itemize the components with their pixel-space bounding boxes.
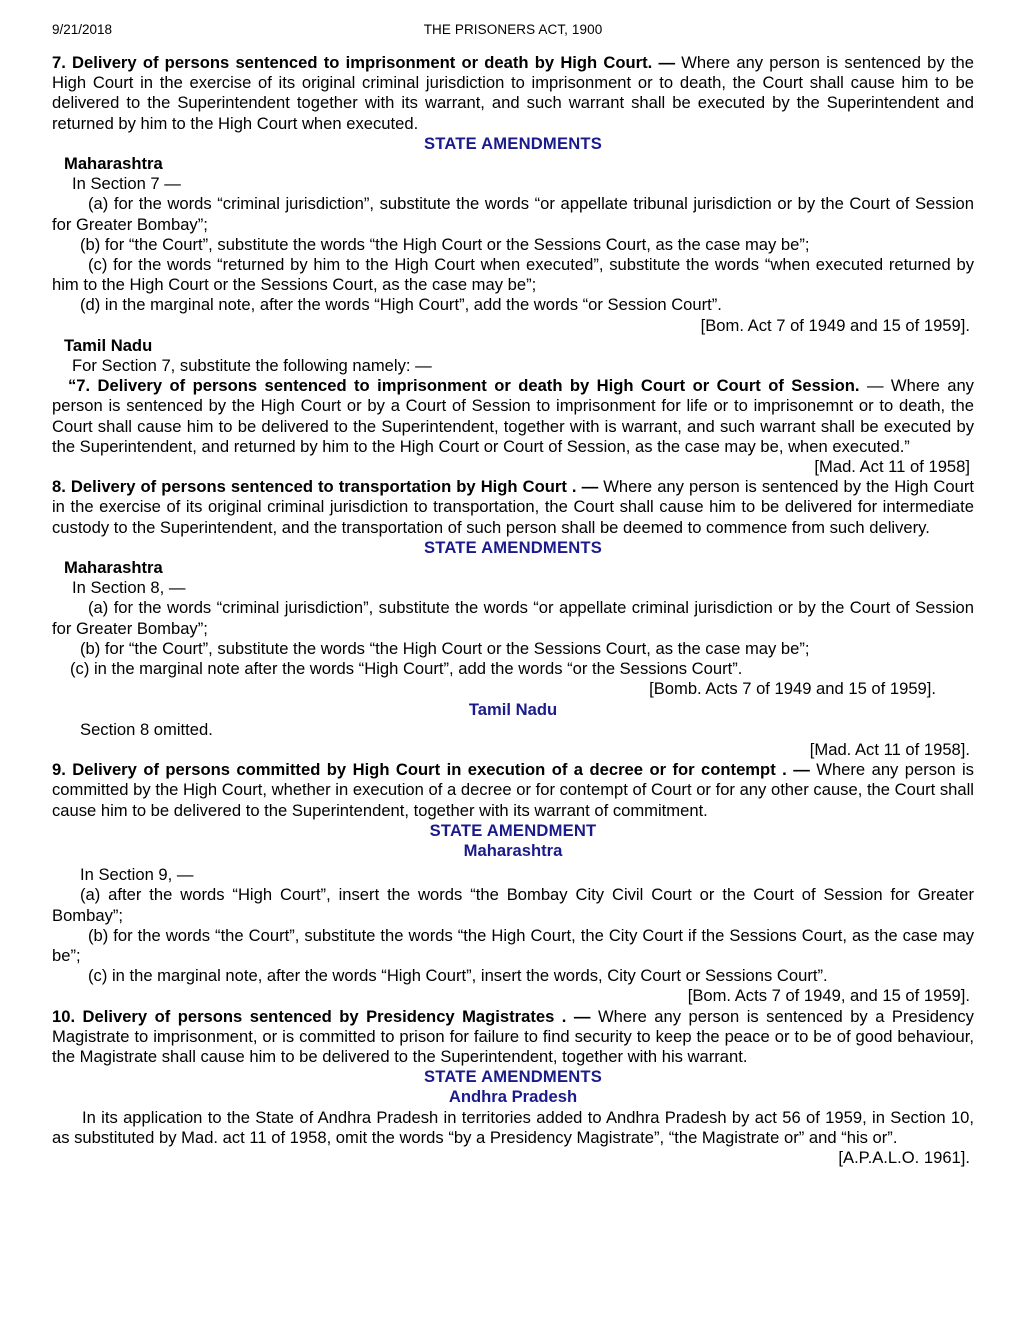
section-10-title: 10. Delivery of persons sentenced by Presidency Magistrates . —: [52, 1006, 591, 1026]
section-10-state-amendments-heading: STATE AMENDMENTS: [423, 1067, 603, 1087]
section-9-maharashtra-citation: [Bom. Acts 7 of 1949, and 15 of 1959].: [687, 986, 970, 1006]
section-8-maharashtra-clause-b: (b) for “the Court”, substitute the words “the High Court or the Sessions Court, as the case may be”;: [80, 638, 810, 658]
section-7-maharashtra-clause-a: (a) for the words “criminal jurisdiction”, substitute the words “or appellate tribunal jurisdiction or by the Court of Session for Greater Bombay”;: [52, 194, 974, 234]
section-7-maharashtra-clause-b: (b) for “the Court”, substitute the words “the High Court or the Sessions Court, as the case may be”;: [80, 234, 810, 254]
section-7-maharashtra-lead: In Section 7 —: [72, 174, 181, 194]
section-7-tamil-nadu-substituted-paragraph: [52, 376, 974, 457]
page-running-head: [52, 22, 974, 39]
section-9-maharashtra-clause-b: (b) for the words “the Court”, substitute the words “the High Court, the City Court if the Sessions Court, as the case may be”;: [52, 925, 974, 965]
section-8-title: 8. Delivery of persons sentenced to transportation by High Court . —: [52, 477, 599, 497]
section-7-paragraph: [52, 53, 974, 134]
section-7-maharashtra-heading: Maharashtra: [64, 154, 163, 174]
section-9-maharashtra-heading: Maharashtra: [463, 840, 563, 860]
section-7-tamil-nadu-lead: For Section 7, substitute the following namely: —: [72, 356, 432, 376]
section-10-andhra-pradesh-heading: Andhra Pradesh: [448, 1087, 578, 1107]
section-7-tamil-nadu-heading: Tamil Nadu: [64, 335, 153, 355]
section-7-state-amendments-heading: STATE AMENDMENTS: [423, 133, 603, 153]
section-8-maharashtra-lead: In Section 8, —: [72, 578, 186, 598]
header-act-title: THE PRISONERS ACT, 1900: [423, 22, 603, 37]
section-8-state-amendments-heading: STATE AMENDMENTS: [423, 537, 603, 557]
section-9-maharashtra-clause-c: (c) in the marginal note, after the words “High Court”, insert the words, City Court or Sessions Court”.: [88, 966, 828, 986]
section-7-tamil-nadu-substituted-body: — Where any person is sentenced by the High Court or by a Court of Session to imprisonment for life or to imprisonemnt or to death, the Court shall cause him to be delivered to the Superintendent, together with is warrant, and such warrant shall be executed by the Superintendent, and returned by him to the High Court or Court of Session, as the case may be, when executed.”: [52, 376, 974, 456]
section-8-paragraph: [52, 477, 974, 538]
section-8-tamil-nadu-body: Section 8 omitted.: [80, 719, 213, 739]
section-7-maharashtra-citation: [Bom. Act 7 of 1949 and 15 of 1959].: [700, 315, 970, 335]
header-date: 9/21/2018: [52, 22, 113, 37]
section-8-maharashtra-clause-a: (a) for the words “criminal jurisdiction”, substitute the words “or appellate criminal jurisdiction or by the Court of Session for Greater Bombay”;: [52, 598, 974, 638]
section-8-tamil-nadu-heading: Tamil Nadu: [468, 699, 558, 719]
section-7-maharashtra-clause-c: (c) for the words “returned by him to the High Court when executed”, substitute the words “when executed returned by him to the High Court or the Sessions Court, as the case may be”;: [52, 255, 974, 295]
section-9-maharashtra-lead: In Section 9, —: [80, 865, 194, 885]
section-9-state-amendment-heading: STATE AMENDMENT: [429, 820, 597, 840]
section-7-title: 7. Delivery of persons sentenced to imprisonment or death by High Court. —: [52, 53, 676, 72]
section-8-body: Where any person is sentenced by the High Court in the exercise of its original criminal jurisdiction to transportation, the Court shall cause him to be delivered for intermediate custody to the Superintendent, and the transportation of such person shall be deemed to commence from such delivery.: [52, 477, 974, 537]
section-10-andhra-pradesh-citation: [A.P.A.L.O. 1961].: [838, 1147, 970, 1167]
section-10-paragraph: [52, 1007, 974, 1068]
section-7-body: Where any person is sentenced by the High Court in the exercise of its original criminal jurisdiction to imprisonment or to death, the Court shall cause him to be delivered to the Superintendent together with its warrant, and such warrant shall be executed by the Superintendent and returned by him to the High Court when executed.: [52, 53, 974, 133]
section-10-body: Where any person is sentenced by a Presidency Magistrate to imprisonment, or is committed to prison for failure to find security to keep the peace or to be of good behaviour, the Magistrate shall cause him to be delivered to the Superintendent, together with his warrant.: [52, 1006, 974, 1066]
section-10-andhra-pradesh-body: In its application to the State of Andhra Pradesh in territories added to Andhra Pradesh by act 56 of 1959, in Section 10, as substituted by Mad. act 11 of 1958, omit the words “by a Presidency Magistrate”, “the Magistrate or” and “his or”.: [52, 1107, 974, 1147]
section-7-tamil-nadu-substituted-title: “7. Delivery of persons sentenced to imprisonment or death by High Court or Court of Session.: [68, 376, 860, 396]
section-8-tamil-nadu-citation: [Mad. Act 11 of 1958].: [809, 739, 970, 759]
section-9-body: Where any person is committed by the High Court, whether in execution of a decree or for contempt of Court or for any other cause, the Court shall cause him to be delivered to the Superintendent, together with its warrant of commitment.: [52, 760, 974, 820]
section-9-maharashtra-clause-a: (a) after the words “High Court”, insert the words “the Bombay City Civil Court or the Court of Session for Greater Bombay”;: [52, 885, 974, 925]
section-7-maharashtra-clause-d: (d) in the marginal note, after the words “High Court”, add the words “or Session Court”.: [80, 295, 722, 315]
section-8-maharashtra-citation: [Bomb. Acts 7 of 1949 and 15 of 1959].: [649, 679, 936, 699]
section-9-paragraph: [52, 760, 974, 821]
section-8-maharashtra-heading: Maharashtra: [64, 558, 163, 578]
section-9-title: 9. Delivery of persons committed by High Court in execution of a decree or for contempt . —: [52, 760, 810, 780]
section-7-tamil-nadu-citation: [Mad. Act 11 of 1958]: [814, 457, 970, 477]
section-8-maharashtra-clause-c: (c) in the marginal note after the words “High Court”, add the words “or the Sessions Court”.: [70, 659, 743, 679]
